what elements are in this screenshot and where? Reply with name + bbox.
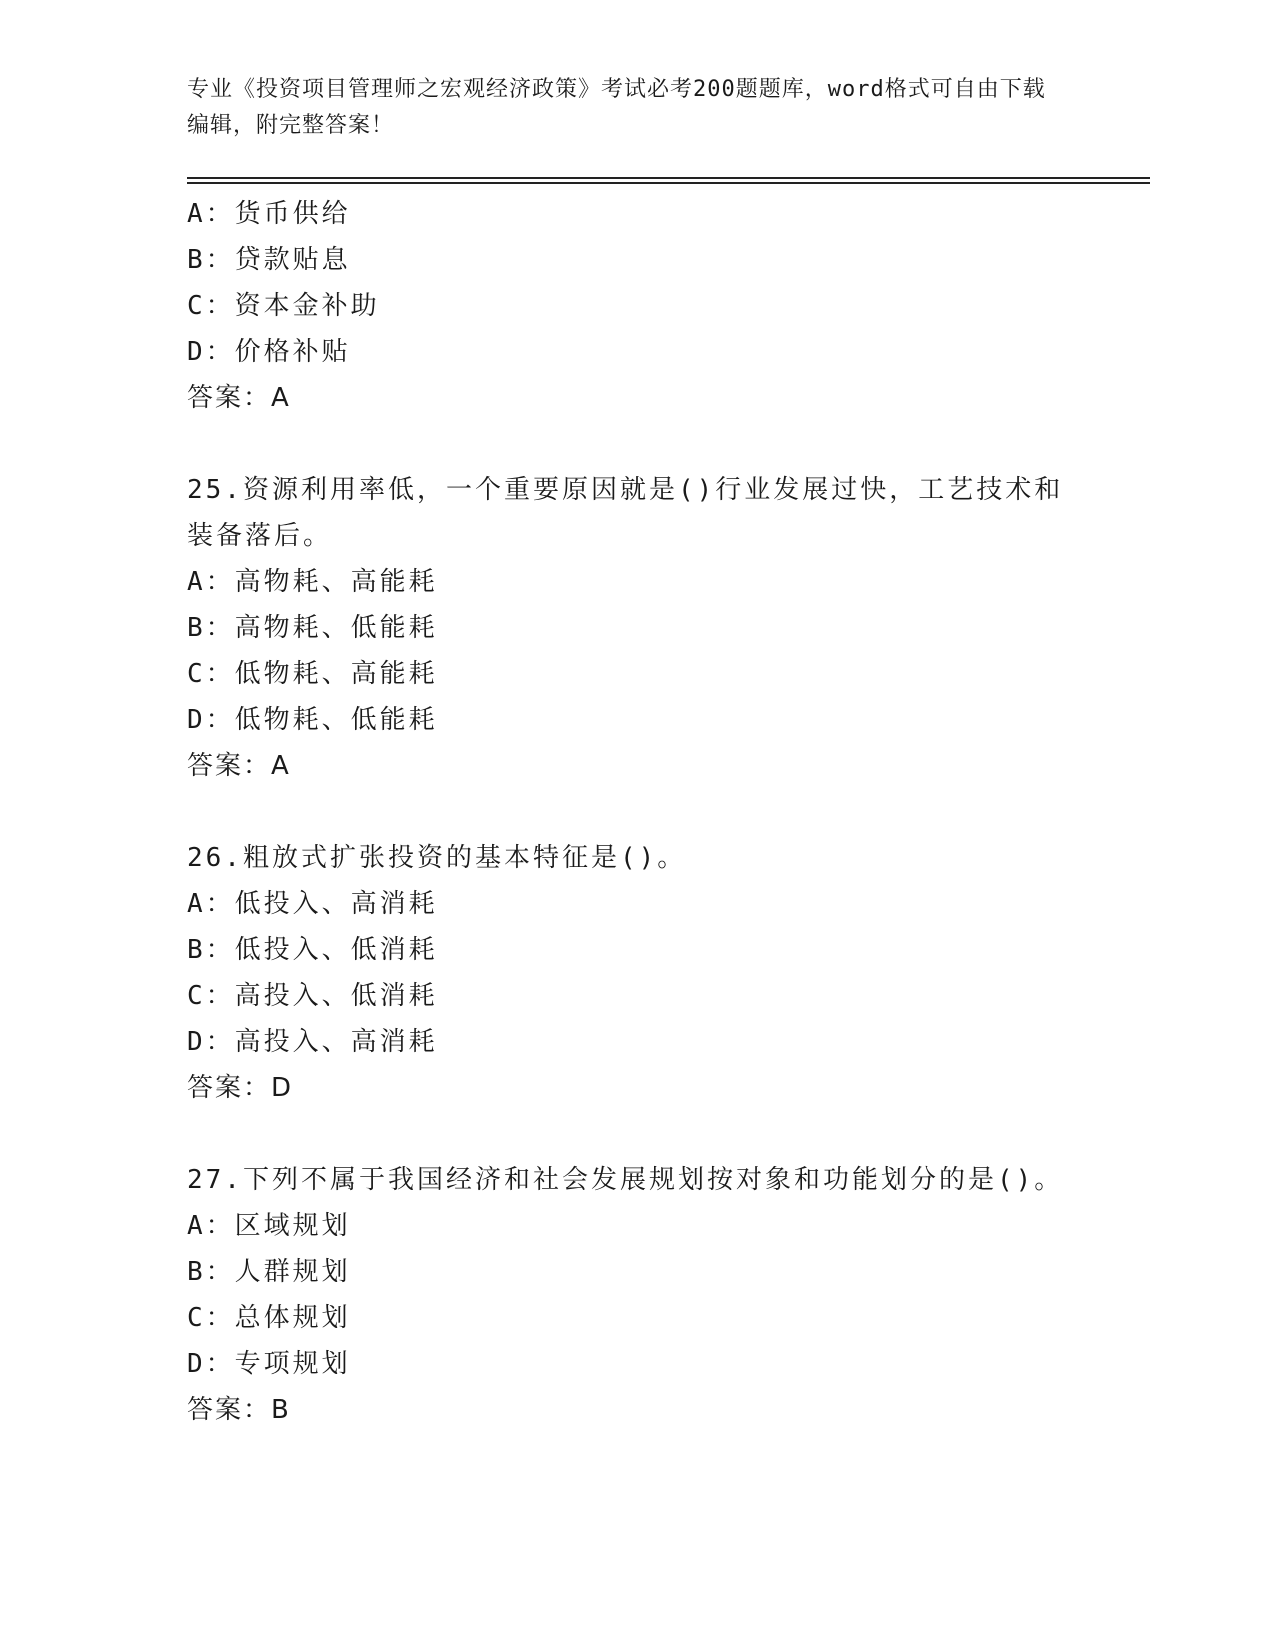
question-list — [187, 191, 1087, 1433]
option-c: C：高投入、低消耗 — [187, 981, 438, 1011]
answer: 答案：B — [187, 1395, 291, 1425]
answer: 答案：D — [187, 1073, 294, 1103]
question-27 — [187, 1157, 1087, 1433]
answer: 答案：A — [187, 751, 291, 781]
question-26 — [187, 835, 1087, 1111]
option-b: B：贷款贴息 — [187, 245, 351, 275]
question-25 — [187, 467, 1087, 789]
option-c: C：资本金补助 — [187, 291, 380, 321]
question-text: 26.粗放式扩张投资的基本特征是()。 — [187, 843, 687, 873]
option-a: A：区域规划 — [187, 1211, 351, 1241]
question-spacer — [187, 421, 1087, 467]
header-divider-bottom — [187, 182, 1150, 184]
option-a: A：货币供给 — [187, 199, 351, 229]
question-spacer — [187, 789, 1087, 835]
answer: 答案：A — [187, 383, 291, 413]
document-header: 专业《投资项目管理师之宏观经济政策》考试必考200题题库，word格式可自由下载编辑，附完整答案！ — [187, 77, 1046, 138]
option-b: B：低投入、低消耗 — [187, 935, 438, 965]
option-b: B：高物耗、低能耗 — [187, 613, 438, 643]
option-a: A：低投入、高消耗 — [187, 889, 438, 919]
option-d: D：专项规划 — [187, 1349, 351, 1379]
question-spacer — [187, 1111, 1087, 1157]
option-a: A：高物耗、高能耗 — [187, 567, 438, 597]
question-24 — [187, 191, 1087, 421]
header-divider-top — [187, 177, 1150, 179]
option-c: C：低物耗、高能耗 — [187, 659, 438, 689]
option-d: D：低物耗、低能耗 — [187, 705, 438, 735]
question-text: 25.资源利用率低，一个重要原因就是()行业发展过快，工艺技术和装备落后。 — [187, 475, 1064, 551]
option-d: D：价格补贴 — [187, 337, 351, 367]
option-b: B：人群规划 — [187, 1257, 351, 1287]
option-c: C：总体规划 — [187, 1303, 351, 1333]
question-text: 27.下列不属于我国经济和社会发展规划按对象和功能划分的是()。 — [187, 1165, 1064, 1195]
option-d: D：高投入、高消耗 — [187, 1027, 438, 1057]
